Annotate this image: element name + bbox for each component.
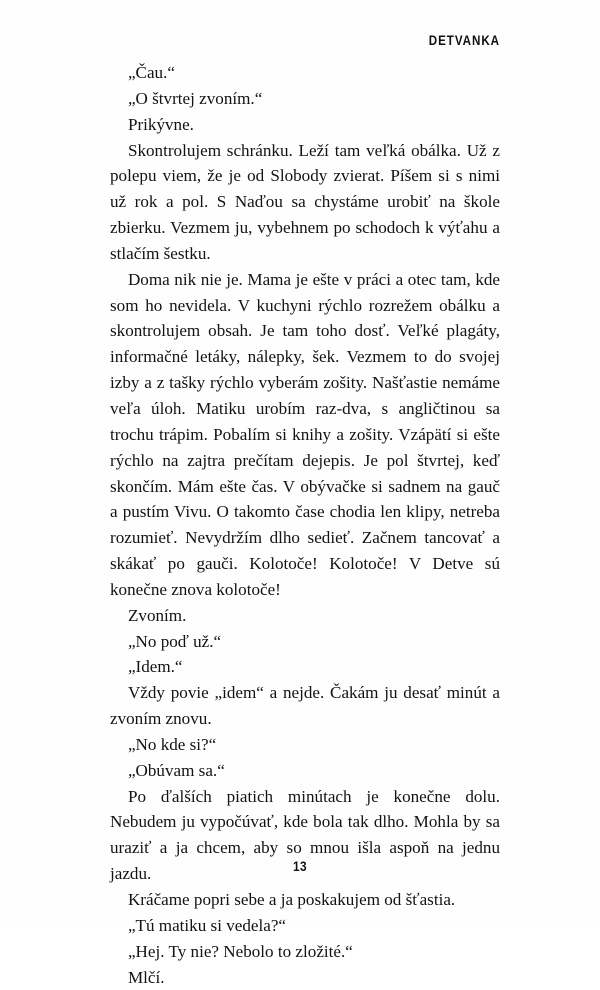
page-number: [0, 859, 600, 874]
paragraph: Po ďalších piatich minútach je konečne dolu. Nebudem ju vypočúvať, kde bola tak dlho. Mohla by sa uraziť a ja chcem, aby so mnou išla aspoň na jednu jazdu.: [110, 786, 500, 884]
paragraph: „O štvrtej zvoním.“: [127, 88, 263, 108]
paragraph: Zvoním.: [127, 605, 187, 625]
paragraph: „No kde si?“: [127, 734, 217, 754]
body-text-block: [110, 60, 500, 990]
paragraph: Vždy povie „idem“ a nejde. Čakám ju desať minút a zvoním znovu.: [110, 683, 500, 729]
paragraph: Kráčame popri sebe a ja poskakujem od šťastia.: [127, 890, 456, 909]
page-number-value: 13: [292, 859, 308, 874]
paragraph: „Idem.“: [127, 657, 183, 677]
paragraph: „Tú matiku si vedela?“: [127, 915, 287, 935]
paragraph: Skontrolujem schránku. Leží tam veľká obálka. Už z polepu viem, že je od Slobody zvierat. Píšem si s nimi už rok a pol. S Naďou sa chystáme urobiť na škole zbierku. Vezmem ju, vybehnem po schodoch k výťahu a stlačím šestku.: [110, 140, 500, 263]
paragraph: Prikývne.: [127, 114, 194, 134]
paragraph: „No poď už.“: [127, 631, 222, 651]
paragraph: Doma nik nie je. Mama je ešte v práci a otec tam, kde som ho nevidela. V kuchyni rýchlo rozrežem obálku a skontrolujem obsah. Je tam toho dosť. Veľké plagáty, informačné letáky, nálepky, šek. Vezmem to do svojej izby a z tašky rýchlo vyberám zošity. Našťastie nemáme veľa úloh. Matiku urobím raz-dva, s angličtinou sa trochu trápim. Pobalím si knihy a zošity. Vzápätí si ešte rýchlo na zajtra prečítam dejepis. Je pol štvrtej, keď skončím. Mám ešte čas. V obývačke si sadnem na gauč a pustím Vivu. O takomto čase chodia len klipy, netreba rozumieť. Nevydržím dlho sedieť. Začnem tancovať a skákať po gauči. Kolotoče! Kolotoče! V Detve sú konečne znova kolotoče!: [110, 269, 500, 599]
paragraph: „Hej. Ty nie? Nebolo to zložité.“: [127, 941, 353, 961]
paragraph: „Čau.“: [127, 63, 175, 82]
running-head: DETVANKA: [428, 33, 500, 48]
paragraph: Mlčí.: [127, 967, 165, 987]
paragraph: „Obúvam sa.“: [127, 760, 225, 780]
